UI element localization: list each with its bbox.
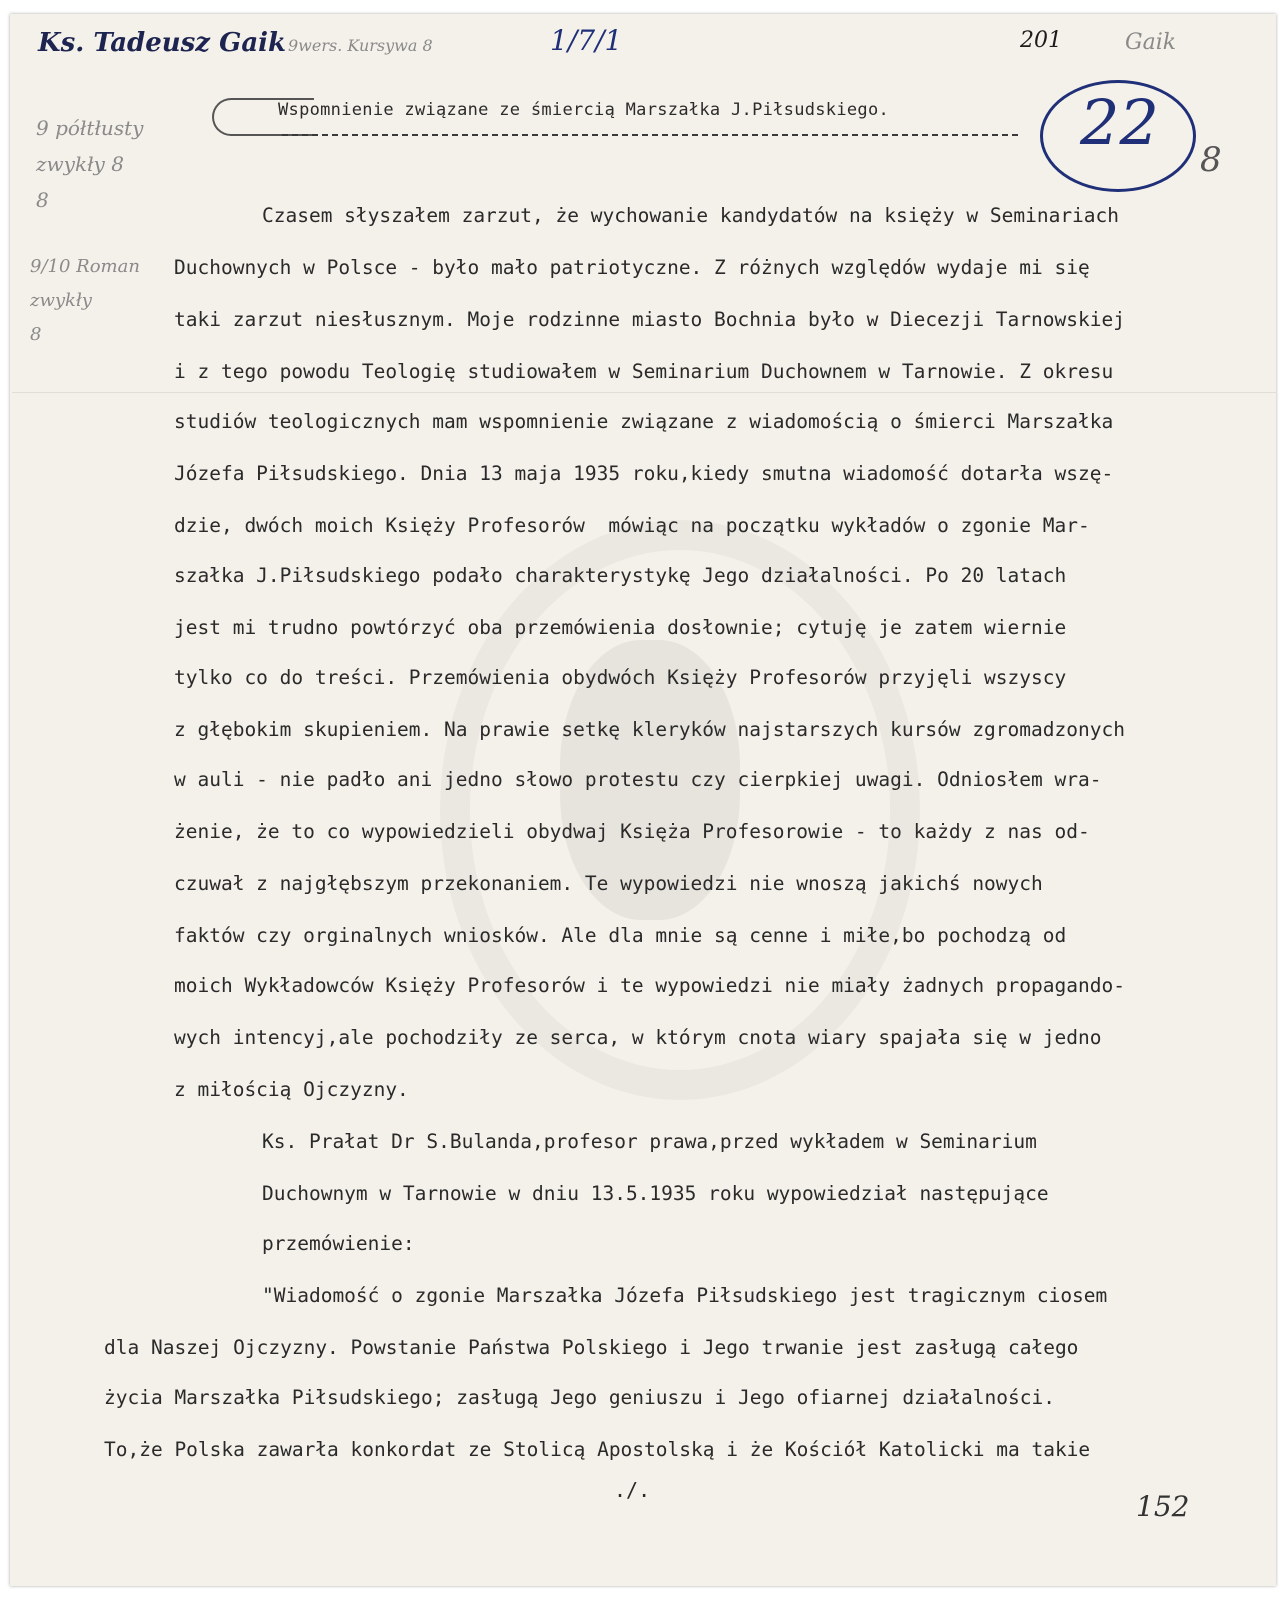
folio-number: 22 (1080, 86, 1159, 159)
document-title: Wspomnienie związane ze śmiercią Marszałka J.Piłsudskiego. (278, 100, 890, 120)
body-line: dzie, dwóch moich Księży Profesorów mówiąc na początku wykładów o zgonie Mar- (174, 514, 1090, 537)
body-line: szałka J.Piłsudskiego podało charakterystykę Jego działalności. Po 20 latach (174, 564, 1067, 587)
body-line: dla Naszej Ojczyzny. Powstanie Państwa Polskiego i Jego trwanie jest zasługą całego (104, 1336, 1079, 1359)
body-line: w auli - nie padło ani jedno słowo protestu czy cierpkiej uwagi. Odniosłem wra- (174, 768, 1102, 791)
body-line: studiów teologicznych mam wspomnienie związane z wiadomością o śmierci Marszałka (174, 410, 1114, 433)
body-line: moich Wykładowców Księży Profesorów i te wypowiedzi nie miały żadnych propagando- (174, 974, 1125, 997)
body-line: taki zarzut niesłusznym. Moje rodzinne miasto Bochnia było w Diecezji Tarnowskiej (174, 308, 1125, 331)
body-line: z miłością Ojczyzny. (174, 1078, 409, 1101)
body-line: jest mi trudno powtórzyć oba przemówienia dosłownie; cytuję je zatem wiernie (174, 616, 1067, 639)
body-line: Duchownym w Tarnowie w dniu 13.5.1935 roku wypowiedział następujące (262, 1182, 1049, 1205)
author-handwritten: Ks. Tadeusz Gaik (38, 28, 287, 58)
margin-note-2: 9/10 Roman zwykły 8 (30, 256, 140, 345)
body-line: czuwał z najgłębszym przekonaniem. Te wypowiedzi nie wnoszą jakichś nowych (174, 872, 1043, 895)
margin-note-1: 9 półtłusty zwykły 8 8 (36, 116, 144, 212)
body-line: "Wiadomość o zgonie Marszałka Józefa Piłsudskiego jest tragicznym ciosem (262, 1284, 1108, 1307)
paper-fold (12, 392, 1276, 393)
body-line: żenie, że to co wypowiedzieli obydwaj Księża Profesorowie - to każdy z nas od- (174, 820, 1090, 843)
body-line: Ks. Prałat Dr S.Bulanda,profesor prawa,przed wykładem w Seminarium (262, 1130, 1037, 1153)
title-underline (282, 134, 1018, 136)
body-line: przemówienie: (262, 1232, 415, 1255)
body-line: życia Marszałka Piłsudskiego; zasługą Jego geniuszu i Jego ofiarnej działalności. (104, 1386, 1055, 1409)
body-line: wych intencyj,ale pochodziły ze serca, w którym cnota wiary spajała się w jedno (174, 1026, 1102, 1049)
archive-number: 201 (1020, 28, 1062, 53)
body-line: Czasem słyszałem zarzut, że wychowanie kandydatów na księży w Seminariach (262, 204, 1120, 227)
folio-small-number: 8 (1200, 140, 1222, 180)
body-line: To,że Polska zawarła konkordat ze Stolicą Apostolską i że Kościół Katolicki ma takie (104, 1438, 1091, 1461)
body-line: Józefa Piłsudskiego. Dnia 13 maja 1935 roku,kiedy smutna wiadomość dotarła wszę- (174, 462, 1114, 485)
body-line: tylko co do treści. Przemówienia obydwóch Księży Profesorów przyjęli wszyscy (174, 666, 1067, 689)
author-short-pencil: Gaik (1125, 30, 1177, 55)
body-line: Duchownych w Polsce - było mało patriotyczne. Z różnych względów wydaje mi się (174, 256, 1090, 279)
page-number: 152 (1136, 1490, 1190, 1523)
body-line: i z tego powodu Teologię studiowałem w Seminarium Duchownem w Tarnowie. Z okresu (174, 360, 1114, 383)
body-line: faktów czy orginalnych wniosków. Ale dla mnie są cenne i miłe,bo pochodzą od (174, 924, 1067, 947)
pencil-note-top: 9wers. Kursywa 8 (288, 36, 433, 55)
continuation-mark: ./. (614, 1478, 651, 1502)
body-line: z głębokim skupieniem. Na prawie setkę kleryków najstarszych kursów zgromadzonych (174, 718, 1125, 741)
reference-mark: 1/7/1 (550, 24, 623, 57)
